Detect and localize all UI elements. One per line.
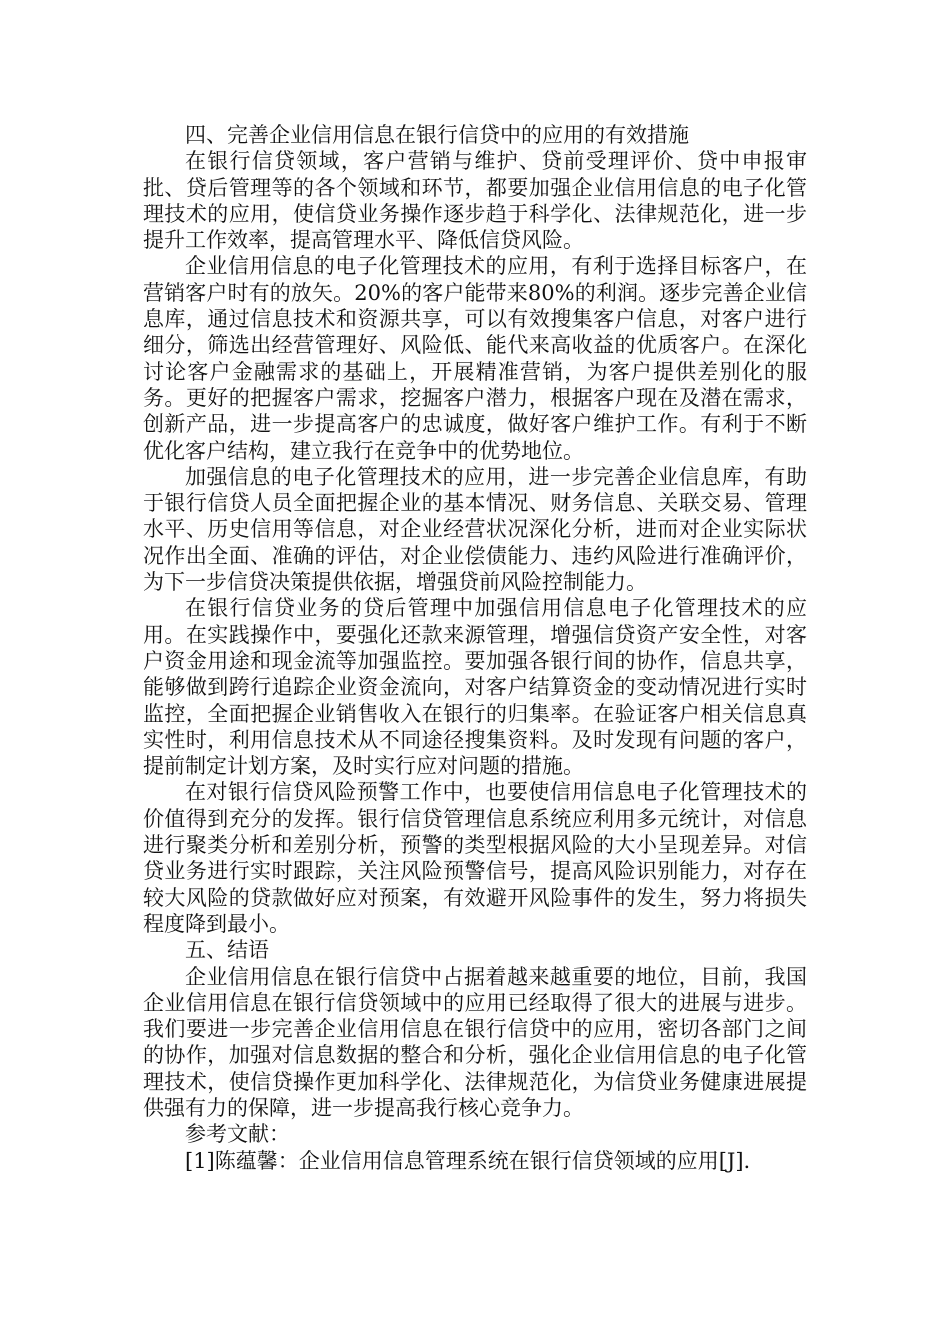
document-body [143, 122, 807, 1174]
paragraph-credit-domain: 在银行信贷领域，客户营销与维护、贷前受理评价、贷中申报审批、贷后管理等的各个领域和环节，都要加强企业信用信息的电子化管理技术的应用，使信贷业务操作逐步趋于科学化、法律规范化，进一步提升工作效率，提高管理水平、降低信贷风险。 [143, 149, 807, 253]
reference-item: [1]陈蕴馨：企业信用信息管理系统在银行信贷领域的应用[J]. [185, 1148, 751, 1173]
paragraph-target-customers: 企业信用信息的电子化管理技术的应用，有利于选择目标客户，在营销客户时有的放矢。20%的客户能带来80%的利润。逐步完善企业信息库，通过信息技术和资源共享，可以有效搜集客户信息，对客户进行细分，筛选出经营管理好、风险低、能代来高收益的优质客户。在深化讨论客户金融需求的基础上，开展精准营销，为客户提供差别化的服务。更好的把握客户需求，挖掘客户潜力，根据客户现在及潜在需求，创新产品，进一步提高客户的忠诚度，做好客户维护工作。有利于不断优化客户结构，建立我行在竞争中的优势地位。 [143, 254, 807, 463]
paragraph-risk-warning: 在对银行信贷风险预警工作中，也要使信用信息电子化管理技术的价值得到充分的发挥。银行信贷管理信息系统应利用多元统计，对信息进行聚类分析和差别分析，预警的类型根据风险的大小呈现差异。对信贷业务进行实时跟踪，关注风险预警信号，提高风险识别能力，对存在较大风险的贷款做好应对预案，有效避开风险事件的发生，努力将损失程度降到最小。 [143, 780, 807, 936]
paragraph-pre-loan: 加强信息的电子化管理技术的应用，进一步完善企业信息库，有助于银行信贷人员全面把握企业的基本情况、财务信息、关联交易、管理水平、历史信用等信息，对企业经营状况深化分析，进而对企业实际状况作出全面、准确的评估，对企业偿债能力、违约风险进行准确评价，为下一步信贷决策提供依据，增强贷前风险控制能力。 [143, 464, 807, 595]
paragraph-post-loan: 在银行信贷业务的贷后管理中加强信用信息电子化管理技术的应用。在实践操作中，要强化还款来源管理，增强信贷资产安全性，对客户资金用途和现金流等加强监控。要加强各银行间的协作，信息共享，能够做到跨行追踪企业资金流向，对客户结算资金的变动情况进行实时监控，全面把握企业销售收入在银行的归集率。在验证客户相关信息真实性时，利用信息技术从不同途径搜集资料。及时发现有问题的客户，提前制定计划方案，及时实行应对问题的措施。 [143, 596, 807, 779]
section-heading-measures: 四、完善企业信用信息在银行信贷中的应用的有效措施 [185, 123, 689, 147]
references-heading: 参考文献： [185, 1122, 290, 1147]
section-heading-conclusion: 五、结语 [185, 938, 269, 963]
paragraph-conclusion: 企业信用信息在银行信贷中占据着越来越重要的地位，目前，我国企业信用信息在银行信贷领域中的应用已经取得了很大的进展与进步。我们要进一步完善企业信用信息在银行信贷中的应用，密切各部门之间的协作，加强对信息数据的整合和分析，强化企业信用信息的电子化管理技术，使信贷操作更加科学化、法律规范化，为信贷业务健康进展提供强有力的保障，进一步提高我行核心竞争力。 [143, 964, 807, 1120]
